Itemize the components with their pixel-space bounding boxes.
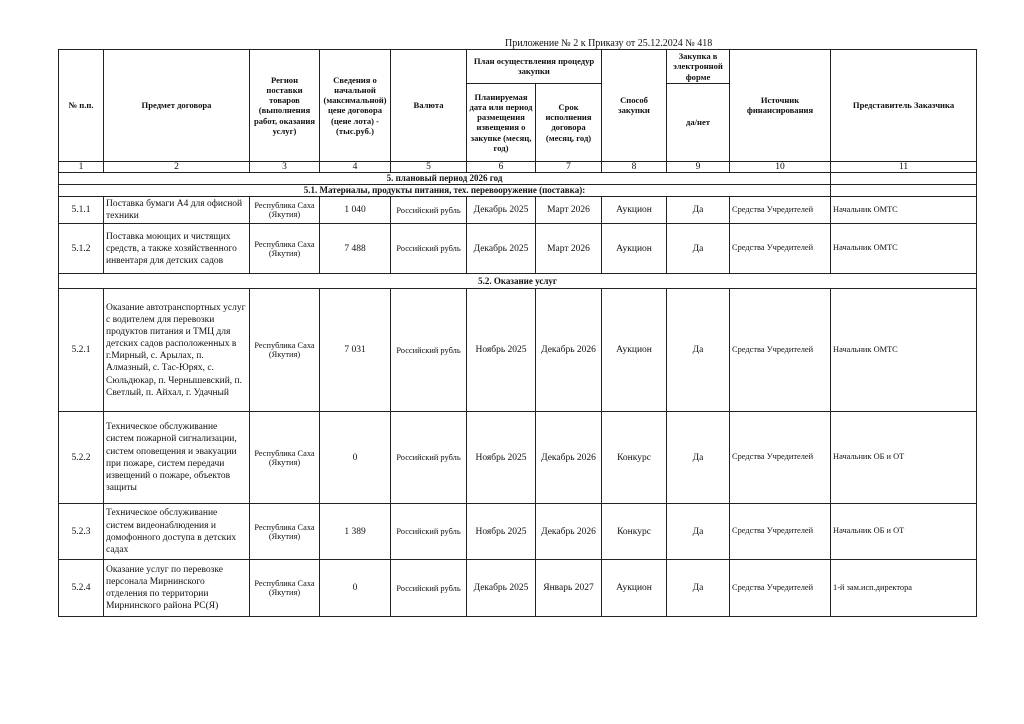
funding-source: Средства Учредителей — [730, 196, 831, 223]
col-number: 11 — [831, 161, 977, 172]
subsection-title: 5.1. Материалы, продукты питания, тех. перевооружение (поставка): — [59, 184, 831, 196]
contract-term: Март 2026 — [536, 196, 602, 223]
delivery-region: Республика Саха (Якутия) — [250, 504, 320, 560]
electronic-form: Да — [667, 196, 730, 223]
contract-term: Январь 2027 — [536, 560, 602, 617]
contract-term: Декабрь 2026 — [536, 289, 602, 412]
row-number: 5.2.3 — [59, 504, 104, 560]
funding-source: Средства Учредителей — [730, 560, 831, 617]
contract-subject: Техническое обслуживание систем пожарной сигнализации, систем оповещения и эвакуации при пожаре, систем передачи извещений о пожаре, объектов защиты — [104, 412, 250, 504]
initial-price: 1 040 — [320, 196, 391, 223]
header-num: № п.п. — [59, 50, 104, 162]
funding-source: Средства Учредителей — [730, 289, 831, 412]
contract-subject: Техническое обслуживание систем видеонаблюдения и домофонного доступа в детских садах — [104, 504, 250, 560]
procurement-plan-table — [58, 49, 977, 617]
currency: Российский рубль — [391, 289, 467, 412]
funding-source: Средства Учредителей — [730, 504, 831, 560]
currency: Российский рубль — [391, 412, 467, 504]
customer-representative: Начальник ОБ и ОТ — [831, 412, 977, 504]
section-title: 5. плановый период 2026 год — [59, 172, 831, 184]
column-numbers-row — [59, 161, 977, 172]
header-plan-group: План осуществления процедур закупки — [467, 50, 602, 84]
col-number: 2 — [104, 161, 250, 172]
notice-date: Ноябрь 2025 — [467, 504, 536, 560]
initial-price: 7 488 — [320, 224, 391, 274]
table-row — [59, 224, 977, 274]
table-row — [59, 560, 977, 617]
subsection-empty-cell — [831, 184, 977, 196]
procurement-method: Аукцион — [602, 224, 667, 274]
header-method: Способ закупки — [602, 50, 667, 162]
contract-term: Декабрь 2026 — [536, 504, 602, 560]
contract-subject: Оказание услуг по перевозке персонала Мирнинского отделения по территории Мирнинского района РС(Я) — [104, 560, 250, 617]
contract-subject: Оказание автотранспортных услуг с водителем для перевозки продуктов питания и ТМЦ для детских садов расположенных в г.Мирный, с. Арылах, п. Алмазный, с. Тас-Юрях, с. Сюльдюкар, п. Чернышевский, п. Светлый, п. Айхал, г. Удачный — [104, 289, 250, 412]
table-row — [59, 196, 977, 223]
customer-representative: Начальник ОМТС — [831, 196, 977, 223]
section-empty-cell — [831, 172, 977, 184]
document-caption: Приложение № 2 к Приказу от 25.12.2024 № 418 — [505, 38, 713, 49]
header-rep: Представитель Заказчика — [831, 50, 977, 162]
currency: Российский рубль — [391, 196, 467, 223]
delivery-region: Республика Саха (Якутия) — [250, 196, 320, 223]
customer-representative: Начальник ОМТС — [831, 224, 977, 274]
delivery-region: Республика Саха (Якутия) — [250, 560, 320, 617]
col-number: 5 — [391, 161, 467, 172]
delivery-region: Республика Саха (Якутия) — [250, 412, 320, 504]
delivery-region: Республика Саха (Якутия) — [250, 224, 320, 274]
procurement-method: Аукцион — [602, 289, 667, 412]
table-row — [59, 412, 977, 504]
col-number: 4 — [320, 161, 391, 172]
funding-source: Средства Учредителей — [730, 412, 831, 504]
procurement-method: Аукцион — [602, 560, 667, 617]
contract-term: Март 2026 — [536, 224, 602, 274]
row-number: 5.1.2 — [59, 224, 104, 274]
col-number: 6 — [467, 161, 536, 172]
row-number: 5.1.1 — [59, 196, 104, 223]
customer-representative: Начальник ОБ и ОТ — [831, 504, 977, 560]
electronic-form: Да — [667, 412, 730, 504]
header-region: Регион поставки товаров (выполнения работ, оказания услуг) — [250, 50, 320, 162]
row-number: 5.2.2 — [59, 412, 104, 504]
funding-source: Средства Учредителей — [730, 224, 831, 274]
electronic-form: Да — [667, 224, 730, 274]
notice-date: Декабрь 2025 — [467, 560, 536, 617]
row-number: 5.2.1 — [59, 289, 104, 412]
electronic-form: Да — [667, 504, 730, 560]
initial-price: 0 — [320, 412, 391, 504]
col-number: 9 — [667, 161, 730, 172]
initial-price: 7 031 — [320, 289, 391, 412]
header-source: Источник финансирования — [730, 50, 831, 162]
header-term: Срок исполнения договора (месяц, год) — [536, 83, 602, 161]
notice-date: Ноябрь 2025 — [467, 289, 536, 412]
col-number: 7 — [536, 161, 602, 172]
electronic-form: Да — [667, 289, 730, 412]
col-number: 3 — [250, 161, 320, 172]
delivery-region: Республика Саха (Якутия) — [250, 289, 320, 412]
header-eform: да/нет — [667, 83, 730, 161]
customer-representative: 1-й зам.исп.директора — [831, 560, 977, 617]
contract-subject: Поставка моющих и чистящих средств, а также хозяйственного инвентаря для детских садов — [104, 224, 250, 274]
currency: Российский рубль — [391, 224, 467, 274]
procurement-method: Аукцион — [602, 196, 667, 223]
header-currency: Валюта — [391, 50, 467, 162]
currency: Российский рубль — [391, 504, 467, 560]
notice-date: Декабрь 2025 — [467, 224, 536, 274]
currency: Российский рубль — [391, 560, 467, 617]
section-row — [59, 172, 977, 184]
col-number: 8 — [602, 161, 667, 172]
electronic-form: Да — [667, 560, 730, 617]
table-row — [59, 504, 977, 560]
initial-price: 1 389 — [320, 504, 391, 560]
header-price: Сведения о начальной (максимальной) цене договора (цене лота) - (тыс.руб.) — [320, 50, 391, 162]
header-eform-group: Закупка в электронной форме — [667, 50, 730, 84]
col-number: 1 — [59, 161, 104, 172]
procurement-method: Конкурс — [602, 504, 667, 560]
subsection-title: 5.2. Оказание услуг — [59, 274, 977, 289]
header-subject: Предмет договора — [104, 50, 250, 162]
customer-representative: Начальник ОМТС — [831, 289, 977, 412]
contract-subject: Поставка бумаги А4 для офисной техники — [104, 196, 250, 223]
col-number: 10 — [730, 161, 831, 172]
initial-price: 0 — [320, 560, 391, 617]
notice-date: Декабрь 2025 — [467, 196, 536, 223]
notice-date: Ноябрь 2025 — [467, 412, 536, 504]
table-row — [59, 289, 977, 412]
subsection-row — [59, 184, 977, 196]
subsection-row — [59, 274, 977, 289]
procurement-method: Конкурс — [602, 412, 667, 504]
row-number: 5.2.4 — [59, 560, 104, 617]
contract-term: Декабрь 2026 — [536, 412, 602, 504]
header-plan-date: Планируемая дата или период размещения извещения о закупке (месяц, год) — [467, 83, 536, 161]
